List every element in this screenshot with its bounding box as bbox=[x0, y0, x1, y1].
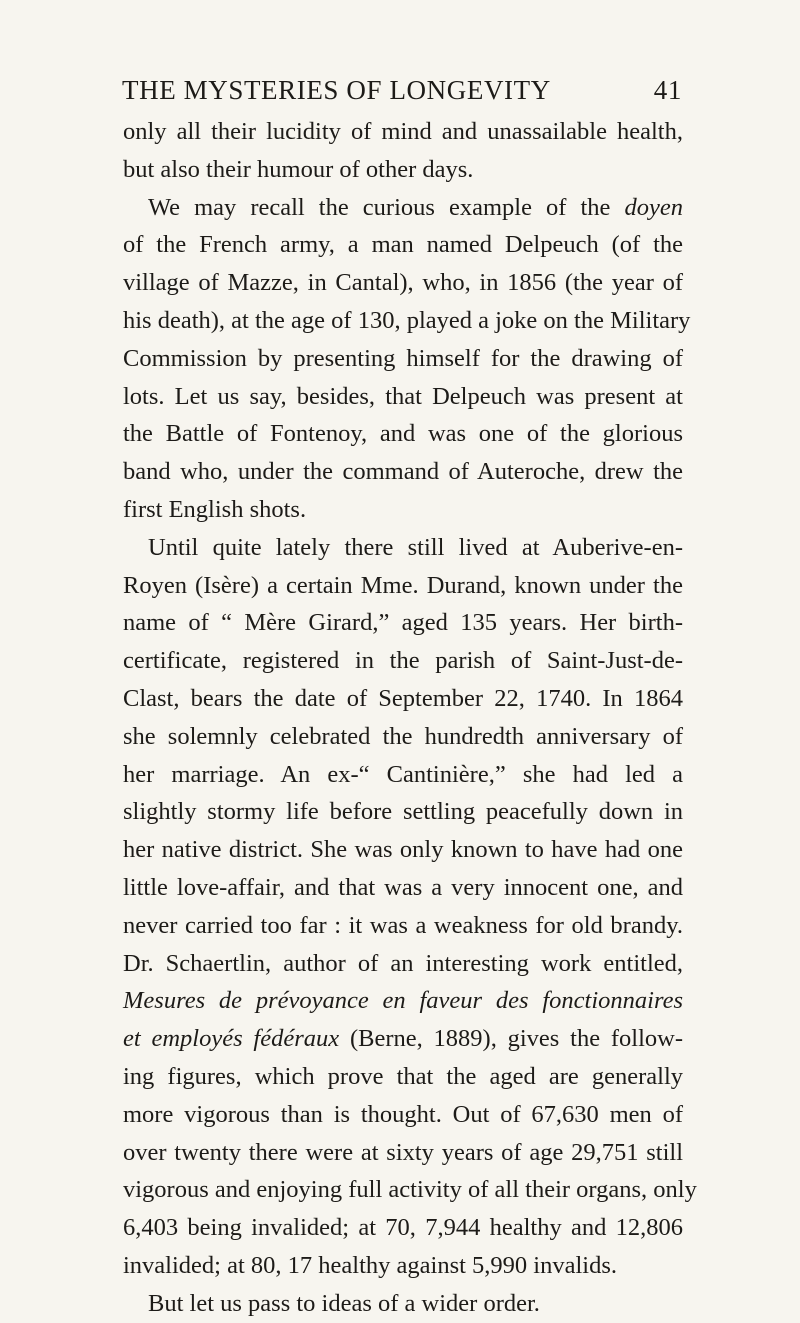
text-line bbox=[123, 529, 683, 567]
text-segment: the Battle of Fontenoy, and was one of the glorious bbox=[123, 420, 683, 448]
text-segment: slightly stormy life before settling peacefully down in bbox=[123, 798, 683, 826]
text-line bbox=[123, 1134, 683, 1172]
text-line bbox=[123, 718, 683, 756]
text-line bbox=[123, 869, 683, 907]
text-segment: her marriage. An ex-“ Cantinière,” she had led a bbox=[123, 760, 683, 788]
text-line bbox=[123, 1247, 683, 1285]
text-line bbox=[123, 793, 683, 831]
text-line bbox=[123, 151, 683, 189]
text-segment: her native district. She was only known to have had one bbox=[123, 836, 683, 864]
text-segment: Commission by presenting himself for the drawing of bbox=[123, 344, 683, 372]
text-segment: invalided; at 80, 17 healthy against 5,990 invalids. bbox=[123, 1251, 617, 1279]
text-line bbox=[123, 1285, 683, 1323]
body-text bbox=[123, 113, 697, 1323]
text-segment: first English shots. bbox=[123, 495, 307, 523]
text-segment: Clast, bears the date of September 22, 1740. In 1864 bbox=[123, 684, 683, 712]
page-number: 41 bbox=[653, 75, 682, 105]
text-line bbox=[123, 642, 683, 680]
text-segment: (Berne, 1889), gives the follow- bbox=[339, 1025, 683, 1053]
text-segment: more vigorous than is thought. Out of 67,630 men of bbox=[123, 1100, 683, 1128]
text-segment: We may recall the curious example of the bbox=[148, 193, 625, 221]
text-segment: his death), at the age of 130, played a joke on the Military bbox=[123, 306, 691, 334]
text-segment: vigorous and enjoying full activity of all their organs, only bbox=[123, 1176, 697, 1204]
text-line bbox=[123, 378, 683, 416]
italic-text: et employés fédéraux bbox=[123, 1025, 340, 1053]
text-line bbox=[123, 453, 683, 491]
text-line bbox=[123, 491, 683, 529]
text-line bbox=[123, 302, 691, 340]
text-line bbox=[123, 226, 683, 264]
text-line bbox=[123, 680, 683, 718]
text-segment: name of “ Mère Girard,” aged 135 years. Her birth- bbox=[123, 609, 683, 637]
text-segment: But let us pass to ideas of a wider order. bbox=[148, 1289, 540, 1317]
text-line bbox=[123, 1171, 697, 1209]
text-segment: never carried too far : it was a weakness for old brandy. bbox=[123, 911, 683, 939]
text-segment: lots. Let us say, besides, that Delpeuch was present at bbox=[123, 382, 683, 410]
text-segment: of the French army, a man named Delpeuch (of the bbox=[123, 231, 683, 259]
text-line bbox=[123, 340, 683, 378]
running-title: THE MYSTERIES OF LONGEVITY bbox=[122, 75, 551, 105]
running-header bbox=[122, 75, 682, 115]
text-line bbox=[123, 982, 683, 1020]
text-segment: only all their lucidity of mind and unassailable health, bbox=[123, 118, 683, 145]
text-segment: but also their humour of other days. bbox=[123, 155, 474, 183]
text-segment: band who, under the command of Auteroche, drew the bbox=[123, 458, 683, 486]
text-line bbox=[123, 907, 683, 945]
text-segment: certificate, registered in the parish of Saint-Just-de- bbox=[123, 647, 683, 675]
text-segment: Royen (Isère) a certain Mme. Durand, known under the bbox=[123, 571, 683, 599]
text-line bbox=[123, 1020, 683, 1058]
text-line bbox=[123, 604, 683, 642]
text-line bbox=[123, 567, 683, 605]
text-line bbox=[123, 113, 683, 151]
text-line bbox=[123, 1058, 683, 1096]
text-segment: little love-affair, and that was a very innocent one, and bbox=[123, 873, 683, 901]
text-line bbox=[123, 189, 683, 227]
text-segment: ing figures, which prove that the aged are generally bbox=[123, 1062, 683, 1090]
text-line bbox=[123, 264, 683, 302]
text-line bbox=[123, 831, 683, 869]
text-line bbox=[123, 945, 683, 983]
text-segment: over twenty there were at sixty years of age 29,751 still bbox=[123, 1138, 683, 1166]
text-segment: village of Mazze, in Cantal), who, in 1856 (the year of bbox=[123, 269, 683, 297]
text-segment: she solemnly celebrated the hundredth anniversary of bbox=[123, 722, 683, 750]
text-line bbox=[123, 756, 683, 794]
text-segment: Until quite lately there still lived at Auberive-en- bbox=[148, 533, 683, 561]
text-segment: 6,403 being invalided; at 70, 7,944 healthy and 12,806 bbox=[123, 1214, 683, 1242]
text-segment: Dr. Schaertlin, author of an interesting work entitled, bbox=[123, 949, 683, 977]
italic-text: doyen bbox=[624, 193, 683, 221]
text-line bbox=[123, 1209, 683, 1247]
italic-text: Mesures de prévoyance en faveur des fonctionnaires bbox=[123, 987, 683, 1015]
text-line bbox=[123, 1096, 683, 1134]
text-line bbox=[123, 415, 683, 453]
